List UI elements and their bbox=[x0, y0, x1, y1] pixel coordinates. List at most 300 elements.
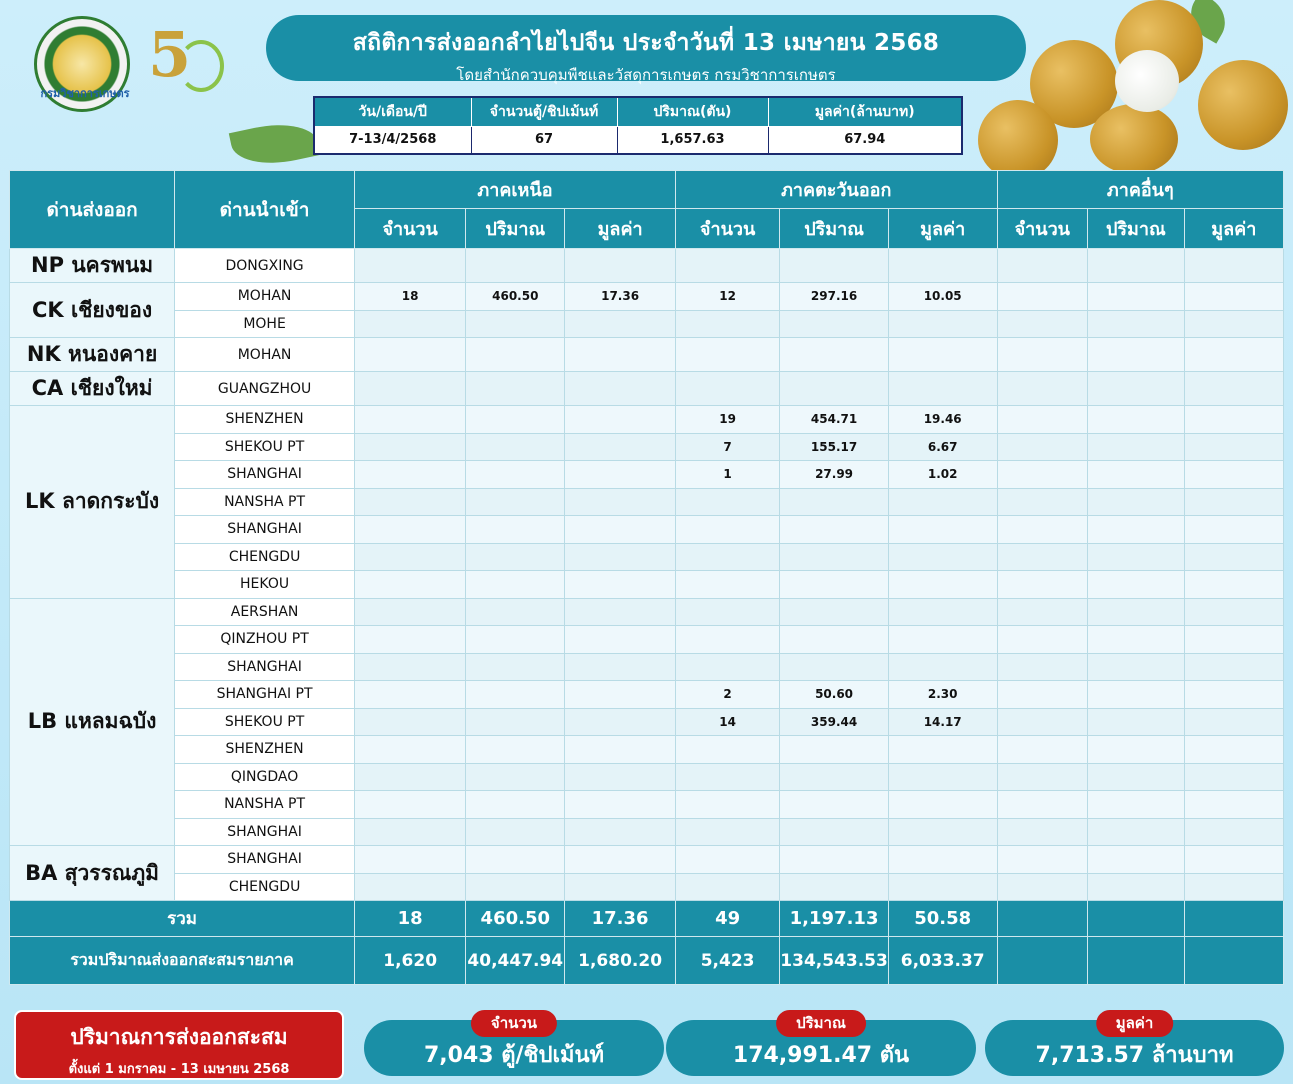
value-cell bbox=[355, 488, 466, 516]
stat-volume-pill bbox=[666, 1014, 976, 1076]
value-cell bbox=[1088, 488, 1185, 516]
value-cell bbox=[888, 249, 997, 283]
value-cell bbox=[997, 846, 1088, 874]
table-row bbox=[10, 283, 1284, 311]
table-row bbox=[10, 406, 1284, 434]
value-cell bbox=[355, 846, 466, 874]
value-cell bbox=[780, 846, 889, 874]
table-row bbox=[10, 571, 1284, 599]
import-checkpoint-cell: SHANGHAI bbox=[175, 818, 355, 846]
value-cell bbox=[888, 488, 997, 516]
header-value: มูลค่า bbox=[1184, 209, 1283, 249]
weekly-summary-table bbox=[313, 96, 963, 155]
value-cell bbox=[355, 818, 466, 846]
header-count: จำนวน bbox=[997, 209, 1088, 249]
value-cell bbox=[888, 818, 997, 846]
cumulative-row-value: 1,680.20 bbox=[565, 937, 676, 985]
value-cell bbox=[355, 791, 466, 819]
value-cell bbox=[565, 873, 676, 901]
stat-count-value: 7,043 ตู้/ชิปเม้นท์ bbox=[423, 1043, 605, 1068]
header-count: จำนวน bbox=[355, 209, 466, 249]
table-row bbox=[10, 626, 1284, 654]
value-cell bbox=[888, 372, 997, 406]
value-cell bbox=[675, 763, 779, 791]
value-cell bbox=[1088, 461, 1185, 489]
value-cell bbox=[355, 873, 466, 901]
value-cell bbox=[466, 763, 565, 791]
table-row bbox=[10, 598, 1284, 626]
table-row bbox=[10, 708, 1284, 736]
value-cell bbox=[1088, 846, 1185, 874]
value-cell bbox=[565, 461, 676, 489]
cumulative-row-value: 5,423 bbox=[675, 937, 779, 985]
value-cell bbox=[466, 818, 565, 846]
total-row-value bbox=[997, 901, 1088, 937]
value-cell bbox=[1088, 818, 1185, 846]
value-cell bbox=[466, 598, 565, 626]
longan-fruit-decoration bbox=[978, 100, 1058, 180]
value-cell bbox=[355, 516, 466, 544]
total-row-value: 460.50 bbox=[466, 901, 565, 937]
table-row bbox=[10, 516, 1284, 544]
value-cell bbox=[997, 626, 1088, 654]
page-title: สถิติการส่งออกลำไยไปจีน ประจำวันที่ 13 เมษายน 2568 bbox=[352, 30, 940, 56]
value-cell: 454.71 bbox=[780, 406, 889, 434]
import-checkpoint-cell: CHENGDU bbox=[175, 543, 355, 571]
value-cell: 19.46 bbox=[888, 406, 997, 434]
value-cell bbox=[355, 571, 466, 599]
cumulative-period: ตั้งแต่ 1 มกราคม - 13 เมษายน 2568 bbox=[68, 1062, 290, 1077]
total-row-value: 18 bbox=[355, 901, 466, 937]
table-row bbox=[10, 543, 1284, 571]
summary-value: 67.94 bbox=[768, 126, 962, 154]
import-checkpoint-cell: SHENZHEN bbox=[175, 736, 355, 764]
value-cell bbox=[1088, 372, 1185, 406]
import-checkpoint-cell: CHENGDU bbox=[175, 873, 355, 901]
value-cell bbox=[780, 338, 889, 372]
value-cell bbox=[1088, 708, 1185, 736]
value-cell: 155.17 bbox=[780, 433, 889, 461]
value-cell bbox=[1088, 406, 1185, 434]
value-cell bbox=[466, 626, 565, 654]
value-cell bbox=[675, 516, 779, 544]
table-row bbox=[10, 763, 1284, 791]
value-cell bbox=[1184, 310, 1283, 338]
value-cell: 27.99 bbox=[780, 461, 889, 489]
value-cell bbox=[675, 543, 779, 571]
value-cell bbox=[466, 571, 565, 599]
summary-header-value: มูลค่า(ล้านบาท) bbox=[768, 97, 962, 126]
value-cell bbox=[565, 653, 676, 681]
value-cell bbox=[565, 846, 676, 874]
value-cell: 1.02 bbox=[888, 461, 997, 489]
table-row bbox=[10, 461, 1284, 489]
value-cell bbox=[355, 708, 466, 736]
value-cell bbox=[1088, 571, 1185, 599]
header-region-east: ภาคตะวันออก bbox=[675, 171, 997, 209]
value-cell bbox=[780, 516, 889, 544]
table-row bbox=[10, 310, 1284, 338]
value-cell bbox=[888, 626, 997, 654]
cumulative-row-value bbox=[997, 937, 1088, 985]
value-cell bbox=[565, 543, 676, 571]
summary-header-volume: ปริมาณ(ตัน) bbox=[617, 97, 768, 126]
value-cell bbox=[355, 736, 466, 764]
value-cell: 50.60 bbox=[780, 681, 889, 709]
value-cell bbox=[466, 461, 565, 489]
value-cell bbox=[1184, 283, 1283, 311]
value-cell bbox=[565, 488, 676, 516]
value-cell bbox=[466, 681, 565, 709]
header-count: จำนวน bbox=[675, 209, 779, 249]
import-checkpoint-cell: MOHAN bbox=[175, 338, 355, 372]
value-cell bbox=[1184, 461, 1283, 489]
value-cell bbox=[466, 249, 565, 283]
table-row bbox=[10, 818, 1284, 846]
value-cell bbox=[780, 543, 889, 571]
table-row bbox=[10, 846, 1284, 874]
value-cell: 7 bbox=[675, 433, 779, 461]
value-cell bbox=[780, 873, 889, 901]
value-cell bbox=[466, 873, 565, 901]
import-checkpoint-cell: SHANGHAI bbox=[175, 516, 355, 544]
header-volume: ปริมาณ bbox=[780, 209, 889, 249]
value-cell bbox=[1184, 571, 1283, 599]
value-cell bbox=[1184, 338, 1283, 372]
value-cell bbox=[780, 626, 889, 654]
value-cell bbox=[888, 791, 997, 819]
import-checkpoint-cell: SHEKOU PT bbox=[175, 708, 355, 736]
value-cell bbox=[565, 598, 676, 626]
value-cell bbox=[888, 571, 997, 599]
summary-header-date: วัน/เดือน/ปี bbox=[314, 97, 471, 126]
value-cell bbox=[997, 708, 1088, 736]
value-cell bbox=[1184, 818, 1283, 846]
total-row-value: 17.36 bbox=[565, 901, 676, 937]
value-cell bbox=[466, 708, 565, 736]
import-checkpoint-cell: MOHE bbox=[175, 310, 355, 338]
value-cell bbox=[355, 433, 466, 461]
stat-volume-tag: ปริมาณ bbox=[776, 1010, 866, 1037]
value-cell bbox=[997, 406, 1088, 434]
summary-header-containers: จำนวนตู้/ชิปเม้นท์ bbox=[471, 97, 617, 126]
summary-containers: 67 bbox=[471, 126, 617, 154]
import-checkpoint-cell: AERSHAN bbox=[175, 598, 355, 626]
value-cell bbox=[888, 516, 997, 544]
value-cell bbox=[565, 372, 676, 406]
header-region-north: ภาคเหนือ bbox=[355, 171, 676, 209]
anniversary-logo: 5 bbox=[148, 22, 228, 108]
cumulative-row-value bbox=[1088, 937, 1185, 985]
value-cell bbox=[780, 763, 889, 791]
header-title-box bbox=[266, 15, 1026, 84]
table-row bbox=[10, 873, 1284, 901]
cumulative-row-value: 1,620 bbox=[355, 937, 466, 985]
total-row-value bbox=[1088, 901, 1185, 937]
value-cell bbox=[780, 488, 889, 516]
import-checkpoint-cell: MOHAN bbox=[175, 283, 355, 311]
value-cell bbox=[780, 653, 889, 681]
value-cell bbox=[466, 338, 565, 372]
value-cell bbox=[466, 372, 565, 406]
value-cell bbox=[675, 372, 779, 406]
total-row-value: 1,197.13 bbox=[780, 901, 889, 937]
value-cell bbox=[675, 488, 779, 516]
table-row bbox=[10, 653, 1284, 681]
value-cell bbox=[565, 791, 676, 819]
value-cell bbox=[355, 653, 466, 681]
value-cell bbox=[355, 310, 466, 338]
value-cell bbox=[997, 372, 1088, 406]
value-cell bbox=[997, 736, 1088, 764]
value-cell bbox=[466, 433, 565, 461]
cumulative-row-value: 40,447.94 bbox=[466, 937, 565, 985]
header-value: มูลค่า bbox=[888, 209, 997, 249]
value-cell bbox=[888, 598, 997, 626]
page-subtitle: โดยสำนักควบคุมพืชและวัสดุการเกษตร กรมวิชาการเกษตร bbox=[456, 66, 836, 84]
value-cell bbox=[1184, 249, 1283, 283]
value-cell bbox=[466, 791, 565, 819]
value-cell bbox=[1184, 653, 1283, 681]
value-cell bbox=[1088, 791, 1185, 819]
value-cell bbox=[675, 338, 779, 372]
table-body bbox=[10, 249, 1284, 985]
value-cell bbox=[1088, 763, 1185, 791]
value-cell bbox=[1088, 736, 1185, 764]
value-cell bbox=[997, 310, 1088, 338]
value-cell bbox=[1088, 249, 1185, 283]
value-cell bbox=[1088, 653, 1185, 681]
value-cell bbox=[675, 571, 779, 599]
value-cell bbox=[466, 488, 565, 516]
value-cell bbox=[565, 818, 676, 846]
value-cell bbox=[888, 763, 997, 791]
value-cell bbox=[780, 571, 889, 599]
value-cell: 12 bbox=[675, 283, 779, 311]
value-cell bbox=[1184, 406, 1283, 434]
cumulative-row-value: 134,543.53 bbox=[780, 937, 889, 985]
value-cell: 18 bbox=[355, 283, 466, 311]
value-cell bbox=[997, 249, 1088, 283]
value-cell bbox=[565, 406, 676, 434]
table-row bbox=[10, 249, 1284, 283]
value-cell bbox=[355, 763, 466, 791]
department-logo-text: กรมวิชาการเกษตร bbox=[40, 87, 130, 100]
value-cell bbox=[1088, 310, 1185, 338]
value-cell bbox=[997, 873, 1088, 901]
value-cell bbox=[565, 338, 676, 372]
value-cell bbox=[675, 626, 779, 654]
value-cell bbox=[997, 653, 1088, 681]
value-cell bbox=[780, 598, 889, 626]
cumulative-export-box bbox=[14, 1010, 344, 1080]
stat-count-tag: จำนวน bbox=[471, 1010, 557, 1037]
value-cell bbox=[565, 681, 676, 709]
value-cell bbox=[1088, 283, 1185, 311]
summary-volume: 1,657.63 bbox=[617, 126, 768, 154]
summary-date: 7-13/4/2568 bbox=[314, 126, 471, 154]
value-cell bbox=[888, 846, 997, 874]
value-cell bbox=[565, 708, 676, 736]
stat-volume-value: 174,991.47 ตัน bbox=[732, 1043, 910, 1068]
longan-fruit-decoration bbox=[1198, 60, 1288, 150]
value-cell bbox=[355, 626, 466, 654]
export-checkpoint-cell: NP นครพนม bbox=[10, 249, 175, 283]
import-checkpoint-cell: SHANGHAI bbox=[175, 846, 355, 874]
value-cell bbox=[888, 543, 997, 571]
export-checkpoint-cell: LB แหลมฉบัง bbox=[10, 598, 175, 846]
value-cell bbox=[675, 249, 779, 283]
value-cell bbox=[1088, 681, 1185, 709]
value-cell bbox=[1184, 516, 1283, 544]
table-row bbox=[10, 372, 1284, 406]
header-region-other: ภาคอื่นๆ bbox=[997, 171, 1283, 209]
value-cell: 359.44 bbox=[780, 708, 889, 736]
value-cell: 10.05 bbox=[888, 283, 997, 311]
value-cell bbox=[1184, 626, 1283, 654]
table-row bbox=[10, 488, 1284, 516]
cumulative-row-value: 6,033.37 bbox=[888, 937, 997, 985]
import-checkpoint-cell: SHANGHAI bbox=[175, 461, 355, 489]
leaf-decoration bbox=[229, 115, 321, 172]
value-cell bbox=[355, 372, 466, 406]
value-cell bbox=[355, 406, 466, 434]
value-cell bbox=[355, 681, 466, 709]
value-cell bbox=[466, 653, 565, 681]
value-cell bbox=[565, 249, 676, 283]
value-cell bbox=[355, 338, 466, 372]
value-cell bbox=[997, 763, 1088, 791]
export-checkpoint-cell: CK เชียงของ bbox=[10, 283, 175, 338]
value-cell bbox=[565, 736, 676, 764]
value-cell bbox=[997, 488, 1088, 516]
value-cell bbox=[997, 598, 1088, 626]
longan-fruit-decoration bbox=[1090, 104, 1178, 174]
header-import-checkpoint: ด่านนำเข้า bbox=[175, 171, 355, 249]
value-cell: 14.17 bbox=[888, 708, 997, 736]
value-cell bbox=[1184, 763, 1283, 791]
value-cell bbox=[1088, 543, 1185, 571]
value-cell bbox=[675, 818, 779, 846]
value-cell bbox=[997, 433, 1088, 461]
value-cell bbox=[565, 516, 676, 544]
peeled-longan-decoration bbox=[1115, 50, 1179, 112]
value-cell bbox=[1088, 433, 1185, 461]
value-cell bbox=[1184, 488, 1283, 516]
total-row-value: 49 bbox=[675, 901, 779, 937]
header-volume: ปริมาณ bbox=[1088, 209, 1185, 249]
value-cell: 1 bbox=[675, 461, 779, 489]
header-value: มูลค่า bbox=[565, 209, 676, 249]
value-cell bbox=[355, 598, 466, 626]
value-cell bbox=[888, 310, 997, 338]
value-cell: 2.30 bbox=[888, 681, 997, 709]
value-cell bbox=[466, 846, 565, 874]
value-cell bbox=[997, 791, 1088, 819]
value-cell bbox=[997, 543, 1088, 571]
import-checkpoint-cell: SHEKOU PT bbox=[175, 433, 355, 461]
cumulative-row-value bbox=[1184, 937, 1283, 985]
value-cell: 460.50 bbox=[466, 283, 565, 311]
import-checkpoint-cell: SHANGHAI bbox=[175, 653, 355, 681]
value-cell bbox=[997, 681, 1088, 709]
value-cell bbox=[675, 736, 779, 764]
value-cell: 19 bbox=[675, 406, 779, 434]
value-cell bbox=[565, 571, 676, 599]
value-cell bbox=[780, 736, 889, 764]
table-row bbox=[10, 338, 1284, 372]
import-checkpoint-cell: SHENZHEN bbox=[175, 406, 355, 434]
table-row bbox=[10, 736, 1284, 764]
value-cell bbox=[675, 598, 779, 626]
cumulative-row-label: รวมปริมาณส่งออกสะสมรายภาค bbox=[10, 937, 355, 985]
value-cell bbox=[675, 846, 779, 874]
value-cell bbox=[466, 406, 565, 434]
value-cell bbox=[565, 433, 676, 461]
cumulative-title: ปริมาณการส่งออกสะสม bbox=[70, 1025, 288, 1049]
value-cell bbox=[466, 736, 565, 764]
import-checkpoint-cell: QINZHOU PT bbox=[175, 626, 355, 654]
total-row-value bbox=[1184, 901, 1283, 937]
stat-value-pill bbox=[985, 1014, 1284, 1076]
header-volume: ปริมาณ bbox=[466, 209, 565, 249]
value-cell bbox=[997, 818, 1088, 846]
value-cell bbox=[675, 791, 779, 819]
value-cell bbox=[1088, 338, 1185, 372]
value-cell bbox=[1184, 846, 1283, 874]
value-cell bbox=[888, 873, 997, 901]
export-checkpoint-cell: CA เชียงใหม่ bbox=[10, 372, 175, 406]
import-checkpoint-cell: NANSHA PT bbox=[175, 791, 355, 819]
export-statistics-table bbox=[9, 170, 1284, 985]
import-checkpoint-cell: GUANGZHOU bbox=[175, 372, 355, 406]
value-cell bbox=[466, 310, 565, 338]
stat-value-value: 7,713.57 ล้านบาท bbox=[1035, 1043, 1234, 1068]
value-cell bbox=[1184, 433, 1283, 461]
value-cell: 297.16 bbox=[780, 283, 889, 311]
import-checkpoint-cell: HEKOU bbox=[175, 571, 355, 599]
value-cell bbox=[355, 249, 466, 283]
value-cell bbox=[1088, 626, 1185, 654]
value-cell bbox=[1184, 681, 1283, 709]
export-checkpoint-cell: NK หนองคาย bbox=[10, 338, 175, 372]
value-cell: 6.67 bbox=[888, 433, 997, 461]
value-cell bbox=[565, 310, 676, 338]
value-cell bbox=[997, 461, 1088, 489]
header-export-checkpoint: ด่านส่งออก bbox=[10, 171, 175, 249]
value-cell bbox=[565, 763, 676, 791]
value-cell bbox=[675, 873, 779, 901]
value-cell bbox=[780, 310, 889, 338]
value-cell bbox=[1184, 708, 1283, 736]
import-checkpoint-cell: DONGXING bbox=[175, 249, 355, 283]
cumulative-row bbox=[10, 937, 1284, 985]
stat-count-pill bbox=[364, 1014, 664, 1076]
import-checkpoint-cell: NANSHA PT bbox=[175, 488, 355, 516]
value-cell bbox=[997, 283, 1088, 311]
value-cell bbox=[997, 338, 1088, 372]
value-cell bbox=[675, 653, 779, 681]
value-cell bbox=[888, 653, 997, 681]
table-row bbox=[10, 791, 1284, 819]
value-cell bbox=[1088, 598, 1185, 626]
import-checkpoint-cell: QINGDAO bbox=[175, 763, 355, 791]
value-cell bbox=[780, 818, 889, 846]
import-checkpoint-cell: SHANGHAI PT bbox=[175, 681, 355, 709]
value-cell bbox=[466, 543, 565, 571]
value-cell bbox=[888, 338, 997, 372]
export-checkpoint-cell: BA สุวรรณภูมิ bbox=[10, 846, 175, 901]
